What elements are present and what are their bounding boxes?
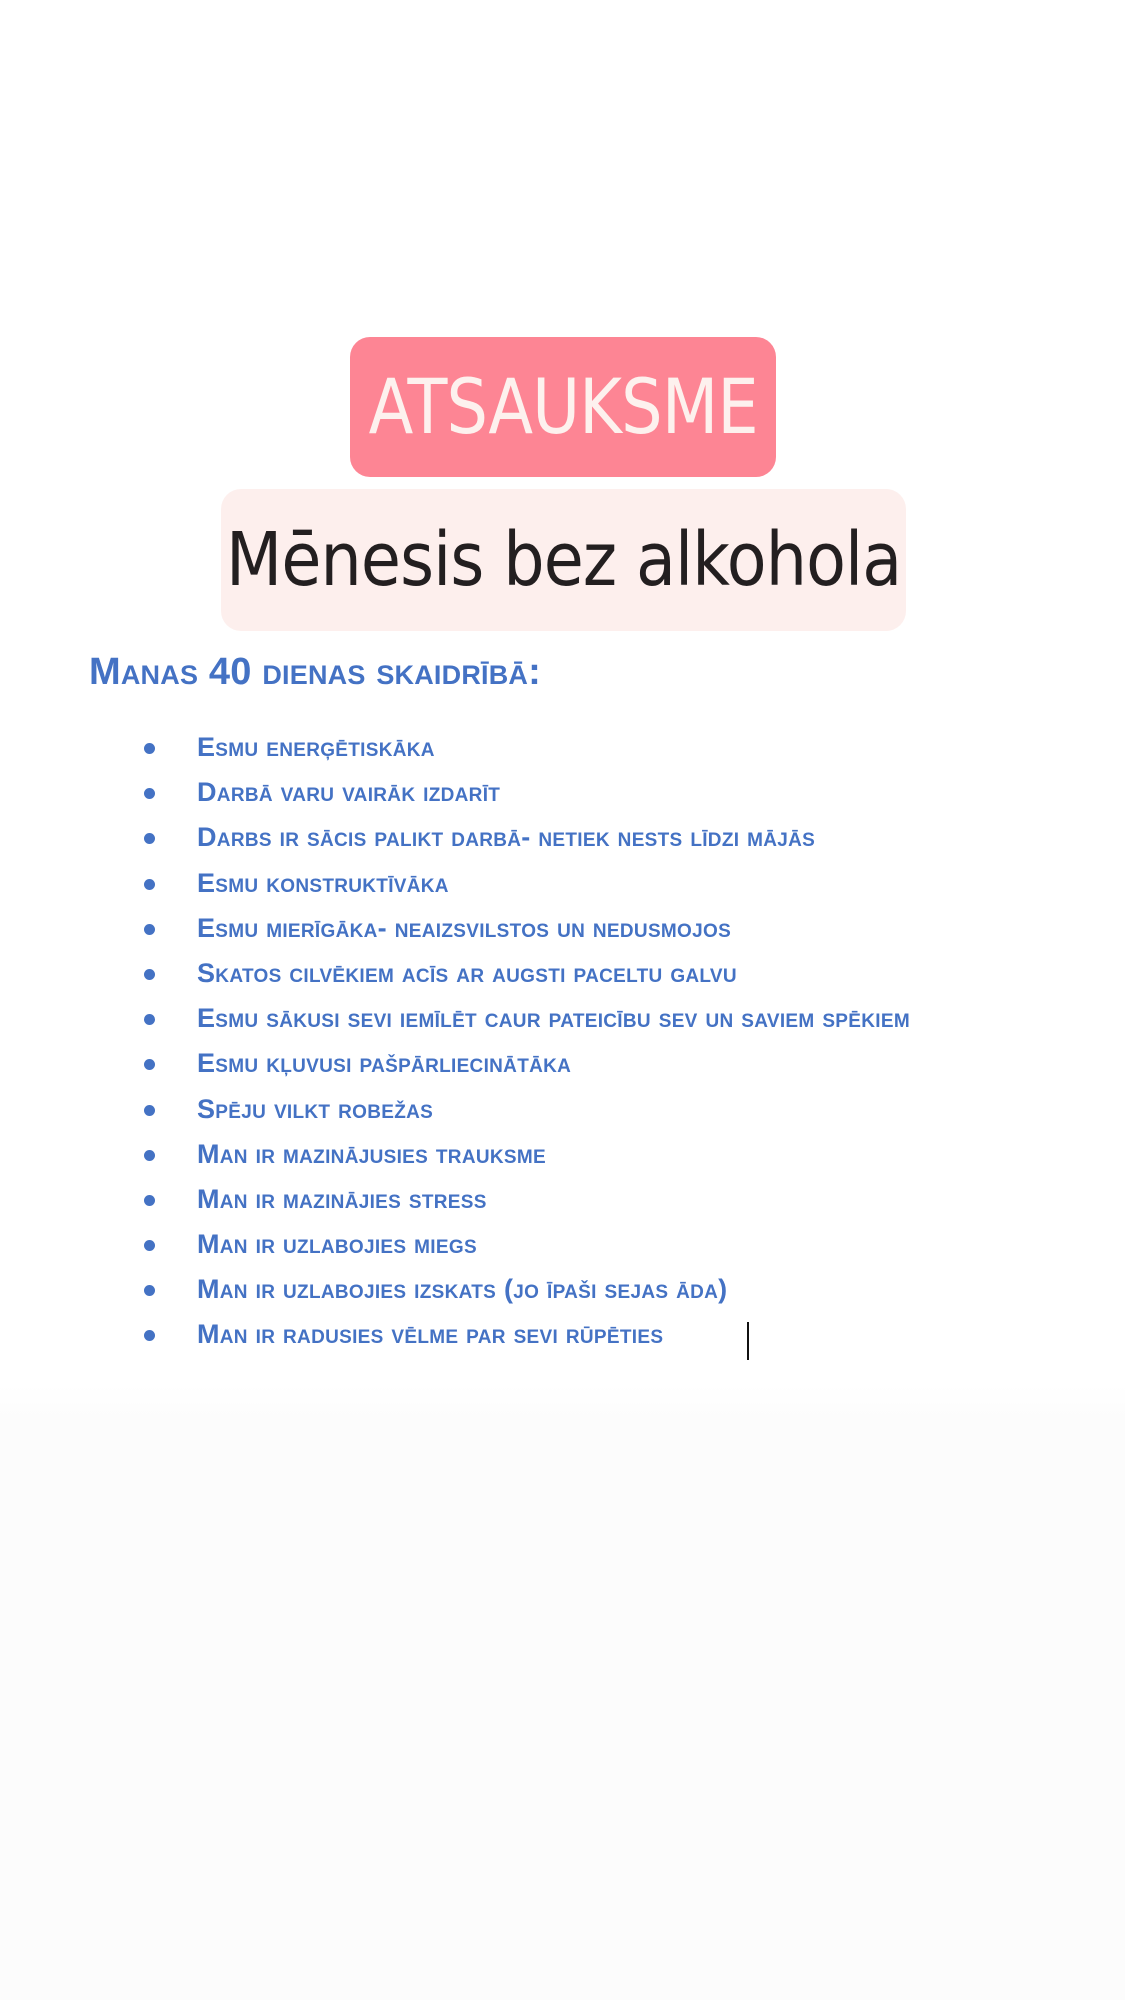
bullet-icon [144, 833, 155, 844]
bullet-icon [144, 1150, 155, 1161]
bullet-icon [144, 1059, 155, 1070]
list-item [0, 1317, 1125, 1362]
list-item-text: Man ir uzlabojies miegs [197, 1229, 477, 1260]
subtitle-box [221, 489, 906, 631]
list-item [0, 1227, 1125, 1272]
bullet-icon [144, 1330, 155, 1341]
list-item [0, 911, 1125, 956]
list-item-text: Darbā varu vairāk izdarīt [197, 777, 501, 808]
list-item [0, 1182, 1125, 1227]
list-item-text: Esmu sākusi sevi iemīlēt caur pateicību sev un saviem spēkiem [197, 1003, 910, 1034]
list-item-text: Man ir radusies vēlme par sevi rūpēties [197, 1319, 664, 1350]
bullet-icon [144, 788, 155, 799]
title-badge-label: ATSAUKSME [368, 362, 758, 451]
list-item [0, 1046, 1125, 1091]
list-item [0, 775, 1125, 820]
list-item [0, 1272, 1125, 1317]
list-item-text: Darbs ir sācis palikt darbā- netiek nests līdzi mājās [197, 822, 816, 853]
list-item-text: Esmu konstruktīvāka [197, 867, 449, 898]
list-item [0, 956, 1125, 1001]
title-badge [350, 337, 776, 477]
list-item [0, 1137, 1125, 1182]
bullet-icon [144, 1195, 155, 1206]
list-item-text: Man ir mazinājies stress [197, 1183, 487, 1214]
list-item [0, 866, 1125, 911]
list-item-text: Esmu kļuvusi pašpārliecinātāka [197, 1048, 572, 1079]
list-item-text: Esmu enerģētiskāka [197, 732, 435, 762]
document-heading: Manas 40 dienas skaidrībā: [89, 651, 541, 693]
list-item-text: Man ir uzlabojies izskats (jo īpaši sejas āda) [197, 1274, 728, 1305]
list-item [0, 730, 1125, 775]
bullet-icon [144, 1014, 155, 1025]
bullet-icon [144, 743, 155, 754]
bullet-icon [144, 1285, 155, 1296]
bullet-icon [144, 1240, 155, 1251]
list-item-text: Esmu mierīgāka- neaizsvilstos un nedusmojos [197, 912, 732, 943]
bullet-icon [144, 879, 155, 890]
list-item [0, 1092, 1125, 1137]
benefits-list [0, 730, 1125, 1363]
text-cursor [747, 1322, 749, 1360]
document-snippet [0, 630, 1125, 1370]
subtitle-text: Mēnesis bez alkohola [225, 517, 902, 603]
bullet-icon [144, 924, 155, 935]
bullet-icon [144, 1105, 155, 1116]
list-item-text: Man ir mazinājusies trauksme [197, 1138, 546, 1169]
list-item-text: Spēju vilkt robežas [197, 1093, 434, 1124]
list-item-text: Skatos cilvēkiem acīs ar augsti paceltu galvu [197, 957, 737, 988]
list-item [0, 820, 1125, 865]
bullet-icon [144, 969, 155, 980]
list-item [0, 1001, 1125, 1046]
